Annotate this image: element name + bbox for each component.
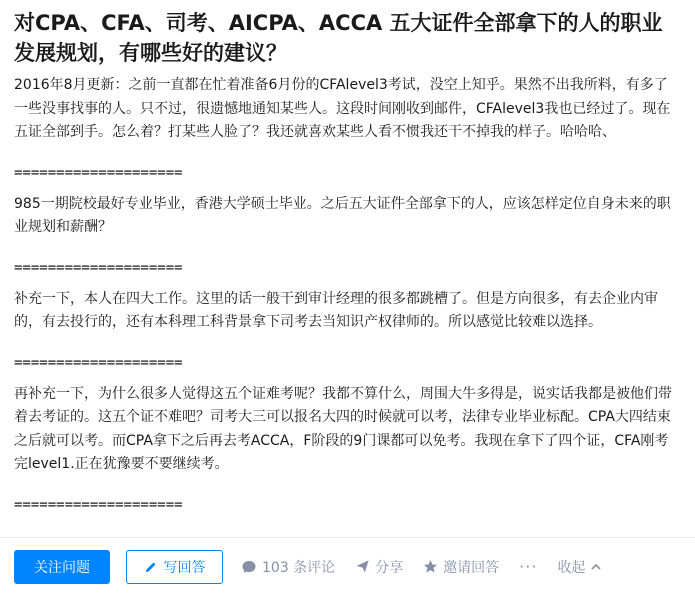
more-icon: ···: [519, 557, 538, 576]
comments-button[interactable]: [241, 557, 335, 577]
question-title: 对CPA、CFA、司考、AICPA、ACCA 五大证件全部拿下的人的职业发展规划，有哪些好的建议？: [14, 11, 663, 65]
comment-icon: [241, 559, 257, 575]
star-icon: [423, 559, 438, 574]
collapse-button[interactable]: [557, 557, 602, 577]
invite-answer-button[interactable]: [423, 557, 499, 577]
separator: ====================: [14, 259, 183, 276]
question-paragraph-supplement-2: 再补充一下，为什么很多人觉得这五个证难考呢？我都不算什么，周围大牛多得是，说实话我都是被他们带着去考证的。这五个证不难吧？司考大三可以报名大四的时候就可以考，法律专业毕业标配。CPA大四结束之后就可以考。而CPA拿下之后再去考ACCA，F阶段的9门课都可以免考。我现在拿下了四个证，CFA刚考完level1.正在犹豫要不要继续考。: [14, 385, 672, 472]
invite-answer-label: 邀请回答: [443, 559, 500, 576]
share-icon: [355, 559, 370, 574]
comments-label: 103 条评论: [262, 559, 336, 576]
collapse-label: 收起: [557, 559, 586, 576]
share-label: 分享: [375, 559, 404, 576]
write-answer-button[interactable]: [126, 550, 223, 584]
pencil-icon: [144, 560, 158, 574]
separator: ====================: [14, 496, 183, 513]
follow-question-button[interactable]: 关注问题: [14, 550, 110, 584]
separator: ====================: [14, 354, 183, 371]
chevron-up-icon: [590, 561, 602, 573]
question-action-bar: [0, 537, 695, 595]
separator: ====================: [14, 164, 183, 181]
question-paragraph-supplement: 补充一下，本人在四大工作。这里的话一般干到审计经理的很多都跳槽了。但是方向很多，有去企业内审的，有去投行的，还有本科理工科背景拿下司考去当知识产权律师的。所以感觉比较难以选择。: [14, 290, 658, 330]
question-paragraph-background: 985一期院校最好专业毕业，香港大学硕士毕业。之后五大证件全部拿下的人，应该怎样定位自身未来的职业规划和薪酬？: [14, 195, 671, 235]
question-paragraph-update: 2016年8月更新：之前一直都在忙着准备6月份的CFAlevel3考试，没空上知乎。果然不出我所料，有多了一些没事找事的人。只不过，很遗憾地通知某些人。这段时间刚收到邮件，CFAlevel3我也已经过了。现在五证全部到手。怎么着？打某些人脸了？我还就喜欢某些人看不惯我还干不掉我的样子。哈哈哈、: [14, 77, 671, 140]
write-answer-label: 写回答: [163, 559, 206, 576]
more-button[interactable]: [519, 557, 537, 576]
share-button[interactable]: [355, 557, 403, 577]
